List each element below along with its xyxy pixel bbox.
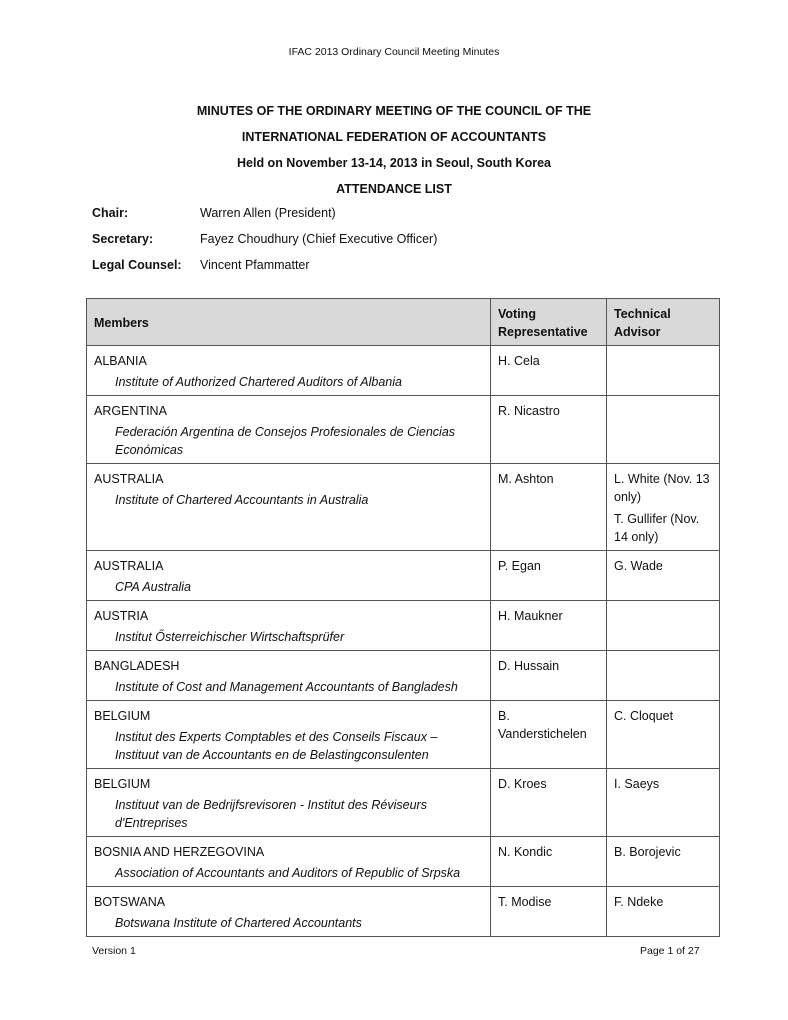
table-row bbox=[87, 651, 720, 701]
role-value: Fayez Choudhury (Chief Executive Officer) bbox=[200, 232, 438, 246]
technical-advisor-name: G. Wade bbox=[614, 559, 663, 573]
technical-advisor-cell bbox=[607, 464, 720, 551]
member-organization: Institut Ősterreichischer Wirtschaftsprüfer bbox=[115, 630, 345, 644]
technical-advisor-cell bbox=[607, 346, 720, 396]
role-value: Vincent Pfammatter bbox=[200, 258, 310, 272]
table-header-row bbox=[87, 299, 720, 346]
member-cell bbox=[87, 396, 491, 464]
member-country: AUSTRALIA bbox=[94, 472, 164, 486]
role-row-legal-counsel bbox=[92, 255, 437, 281]
table-row bbox=[87, 837, 720, 887]
technical-advisor-cell bbox=[607, 701, 720, 769]
voting-representative-cell: D. Kroes bbox=[491, 769, 607, 837]
table-row bbox=[87, 701, 720, 769]
technical-advisor-name: B. Borojevic bbox=[614, 845, 681, 859]
technical-advisor-cell bbox=[607, 769, 720, 837]
table-row bbox=[87, 887, 720, 937]
voting-representative-cell: D. Hussain bbox=[491, 651, 607, 701]
member-organization: Institute of Chartered Accountants in Australia bbox=[115, 493, 369, 507]
member-cell bbox=[87, 769, 491, 837]
title-line-2: INTERNATIONAL FEDERATION OF ACCOUNTANTS bbox=[241, 130, 547, 144]
footer-page-number: Page 1 of 27 bbox=[640, 945, 700, 957]
member-cell bbox=[87, 464, 491, 551]
member-organization: Association of Accountants and Auditors of Republic of Srpska bbox=[115, 866, 461, 880]
attendance-table bbox=[86, 298, 720, 937]
member-cell bbox=[87, 837, 491, 887]
table-row bbox=[87, 396, 720, 464]
attendance-list-heading: ATTENDANCE LIST bbox=[336, 182, 452, 196]
member-organization: Institute of Cost and Management Accountants of Bangladesh bbox=[115, 680, 458, 694]
table-row bbox=[87, 464, 720, 551]
member-country: ALBANIA bbox=[94, 354, 147, 368]
voting-representative-cell: R. Nicastro bbox=[491, 396, 607, 464]
meeting-date-line: Held on November 13-14, 2013 in Seoul, South Korea bbox=[237, 156, 551, 170]
voting-representative-cell: T. Modise bbox=[491, 887, 607, 937]
member-country: BANGLADESH bbox=[94, 659, 180, 673]
member-country: BOSNIA AND HERZEGOVINA bbox=[94, 845, 265, 859]
technical-advisor-cell bbox=[607, 551, 720, 601]
voting-representative-cell: H. Maukner bbox=[491, 601, 607, 651]
table-body bbox=[87, 346, 720, 937]
member-cell bbox=[87, 651, 491, 701]
member-country: AUSTRIA bbox=[94, 609, 149, 623]
member-organization: CPA Australia bbox=[115, 580, 191, 594]
footer-version: Version 1 bbox=[92, 945, 136, 957]
member-cell bbox=[87, 887, 491, 937]
voting-representative-cell: N. Kondic bbox=[491, 837, 607, 887]
voting-representative-cell: P. Egan bbox=[491, 551, 607, 601]
members-column-header: Members bbox=[87, 299, 491, 346]
role-label: Chair: bbox=[92, 206, 129, 220]
member-country: BELGIUM bbox=[94, 709, 151, 723]
role-label: Legal Counsel: bbox=[92, 258, 182, 272]
technical-advisor-name: F. Ndeke bbox=[614, 895, 664, 909]
advisor-column-header: Technical Advisor bbox=[607, 299, 720, 346]
document-titles bbox=[0, 102, 788, 206]
technical-advisor-cell bbox=[607, 396, 720, 464]
member-cell bbox=[87, 346, 491, 396]
technical-advisor-name: T. Gullifer (Nov. 14 only) bbox=[614, 512, 700, 544]
member-cell bbox=[87, 701, 491, 769]
member-organization: Institute of Authorized Chartered Auditors of Albania bbox=[115, 375, 402, 389]
voting-representative-cell: M. Ashton bbox=[491, 464, 607, 551]
running-header: IFAC 2013 Ordinary Council Meeting Minutes bbox=[288, 46, 500, 58]
table-row bbox=[87, 551, 720, 601]
technical-advisor-cell bbox=[607, 651, 720, 701]
technical-advisor-name: C. Cloquet bbox=[614, 709, 674, 723]
member-organization: Federación Argentina de Consejos Profesionales de Ciencias Económicas bbox=[115, 425, 456, 457]
member-country: AUSTRALIA bbox=[94, 559, 164, 573]
technical-advisor-name: L. White (Nov. 13 only) bbox=[614, 472, 710, 504]
role-row-secretary bbox=[92, 229, 437, 255]
technical-advisor-name: I. Saeys bbox=[614, 777, 660, 791]
role-row-chair bbox=[92, 203, 437, 229]
role-value: Warren Allen (President) bbox=[200, 206, 336, 220]
table-row bbox=[87, 769, 720, 837]
voting-representative-cell: H. Cela bbox=[491, 346, 607, 396]
table-row bbox=[87, 346, 720, 396]
technical-advisor-cell bbox=[607, 887, 720, 937]
member-country: ARGENTINA bbox=[94, 404, 167, 418]
member-organization: Institut des Experts Comptables et des Conseils Fiscaux – Instituut van de Accountants en de Belastingconsulenten bbox=[115, 730, 438, 762]
technical-advisor-cell bbox=[607, 837, 720, 887]
role-label: Secretary: bbox=[92, 232, 154, 246]
voting-representative-cell: B. Vanderstichelen bbox=[491, 701, 607, 769]
member-country: BELGIUM bbox=[94, 777, 151, 791]
officer-roles bbox=[92, 203, 437, 281]
technical-advisor-cell bbox=[607, 601, 720, 651]
title-line-1: MINUTES OF THE ORDINARY MEETING OF THE COUNCIL OF THE bbox=[196, 104, 592, 118]
member-organization: Instituut van de Bedrijfsrevisoren - Institut des Réviseurs d'Entreprises bbox=[115, 798, 427, 830]
member-cell bbox=[87, 601, 491, 651]
member-cell bbox=[87, 551, 491, 601]
member-organization: Botswana Institute of Chartered Accountants bbox=[115, 916, 362, 930]
voting-column-header: Voting Representative bbox=[491, 299, 607, 346]
table-row bbox=[87, 601, 720, 651]
member-country: BOTSWANA bbox=[94, 895, 166, 909]
